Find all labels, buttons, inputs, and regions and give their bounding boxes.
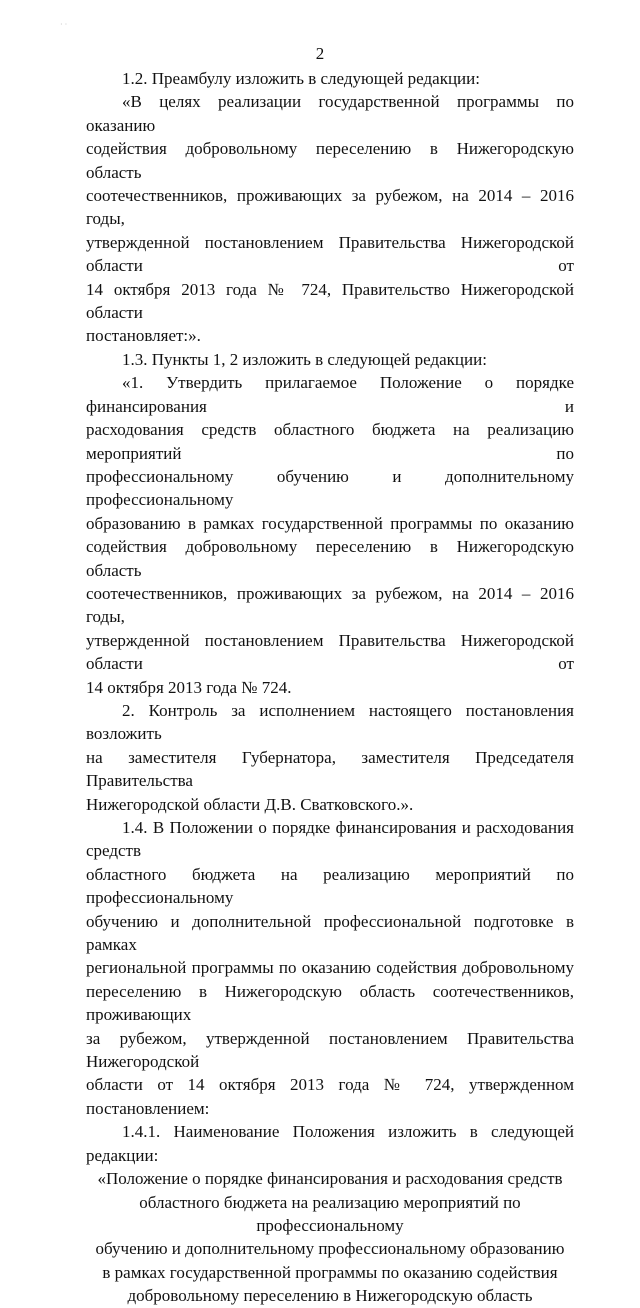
page-number: 2 bbox=[315, 44, 325, 63]
text-line: «Положение о порядке финансирования и расходования средств bbox=[97, 1169, 563, 1189]
text-line: на заместителя Губернатора, заместителя Председателя Правительства bbox=[86, 747, 574, 791]
text-line: 1.4.1. Наименование Положения изложить в следующей редакции: bbox=[86, 1122, 574, 1165]
text-line: соотечественников, проживающих за рубежом, на 2014 – 2016 годы, bbox=[86, 186, 574, 229]
text-line: региональной программы по оказанию содействия добровольному bbox=[86, 958, 574, 978]
text-line: «В целях реализации государственной программы по оказанию bbox=[86, 92, 574, 135]
text-line: за рубежом, утвержденной постановлением Правительства Нижегородской bbox=[86, 1028, 574, 1072]
text-line: содействия добровольному переселению в Нижегородскую область bbox=[86, 139, 574, 182]
text-line: «1. Утвердить прилагаемое Положение о порядке финансирования и bbox=[86, 373, 574, 416]
paragraph-preamble bbox=[86, 90, 574, 347]
text-line: 14 октября 2013 года № 724. bbox=[86, 677, 292, 697]
paragraph-title-quote bbox=[86, 1167, 574, 1307]
paragraph-1-2-heading bbox=[86, 67, 574, 90]
paragraph-1-3-heading bbox=[86, 348, 574, 371]
text-line: соотечественников, проживающих за рубежом, на 2014 – 2016 годы, bbox=[86, 583, 574, 627]
text-line: областного бюджета на реализацию мероприятий по профессиональному bbox=[139, 1192, 521, 1235]
text-line: утвержденной постановлением Правительства Нижегородской области от bbox=[86, 630, 574, 674]
paragraph-1-4-1 bbox=[86, 1120, 574, 1167]
text-line: содействия добровольному переселению в Нижегородскую область bbox=[86, 537, 574, 580]
text-line: добровольному переселению в Нижегородскую область bbox=[127, 1286, 533, 1306]
text-line: в рамках государственной программы по оказанию содействия bbox=[102, 1262, 558, 1282]
paragraph-point-1 bbox=[86, 371, 574, 699]
text-line: области от 14 октября 2013 года № 724, утвержденном постановлением: bbox=[86, 1075, 574, 1118]
text-line: Нижегородской области Д.В. Сватковского.». bbox=[86, 794, 414, 814]
document-body bbox=[86, 67, 574, 1308]
text-line: образованию в рамках государственной программы по оказанию bbox=[86, 513, 574, 533]
text-line: областного бюджета на реализацию мероприятий по профессиональному bbox=[86, 864, 574, 908]
text-line: 1.3. Пункты 1, 2 изложить в следующей редакции: bbox=[122, 349, 487, 369]
text-line: переселению в Нижегородскую область соотечественников, проживающих bbox=[86, 981, 574, 1025]
scan-artifact: · · bbox=[60, 20, 68, 29]
text-line: постановляет:». bbox=[86, 326, 201, 346]
text-line: утвержденной постановлением Правительства Нижегородской области от bbox=[86, 232, 574, 276]
text-line: профессиональному обучению и дополнительному профессиональному bbox=[86, 466, 574, 510]
text-line: 1.4. В Положении о порядке финансирования и расходования средств bbox=[86, 818, 574, 861]
text-line: 1.2. Преамбулу изложить в следующей редакции: bbox=[122, 69, 480, 88]
text-line: расходования средств областного бюджета на реализацию мероприятий по bbox=[86, 420, 574, 463]
paragraph-1-4 bbox=[86, 816, 574, 1120]
text-line: обучению и дополнительному профессиональному образованию bbox=[95, 1239, 565, 1259]
paragraph-point-2 bbox=[86, 699, 574, 816]
text-line: 14 октября 2013 года № 724, Правительство Нижегородской области bbox=[86, 279, 574, 323]
text-line: обучению и дополнительной профессиональной подготовке в рамках bbox=[86, 911, 574, 955]
text-line: 2. Контроль за исполнением настоящего постановления возложить bbox=[86, 700, 574, 744]
